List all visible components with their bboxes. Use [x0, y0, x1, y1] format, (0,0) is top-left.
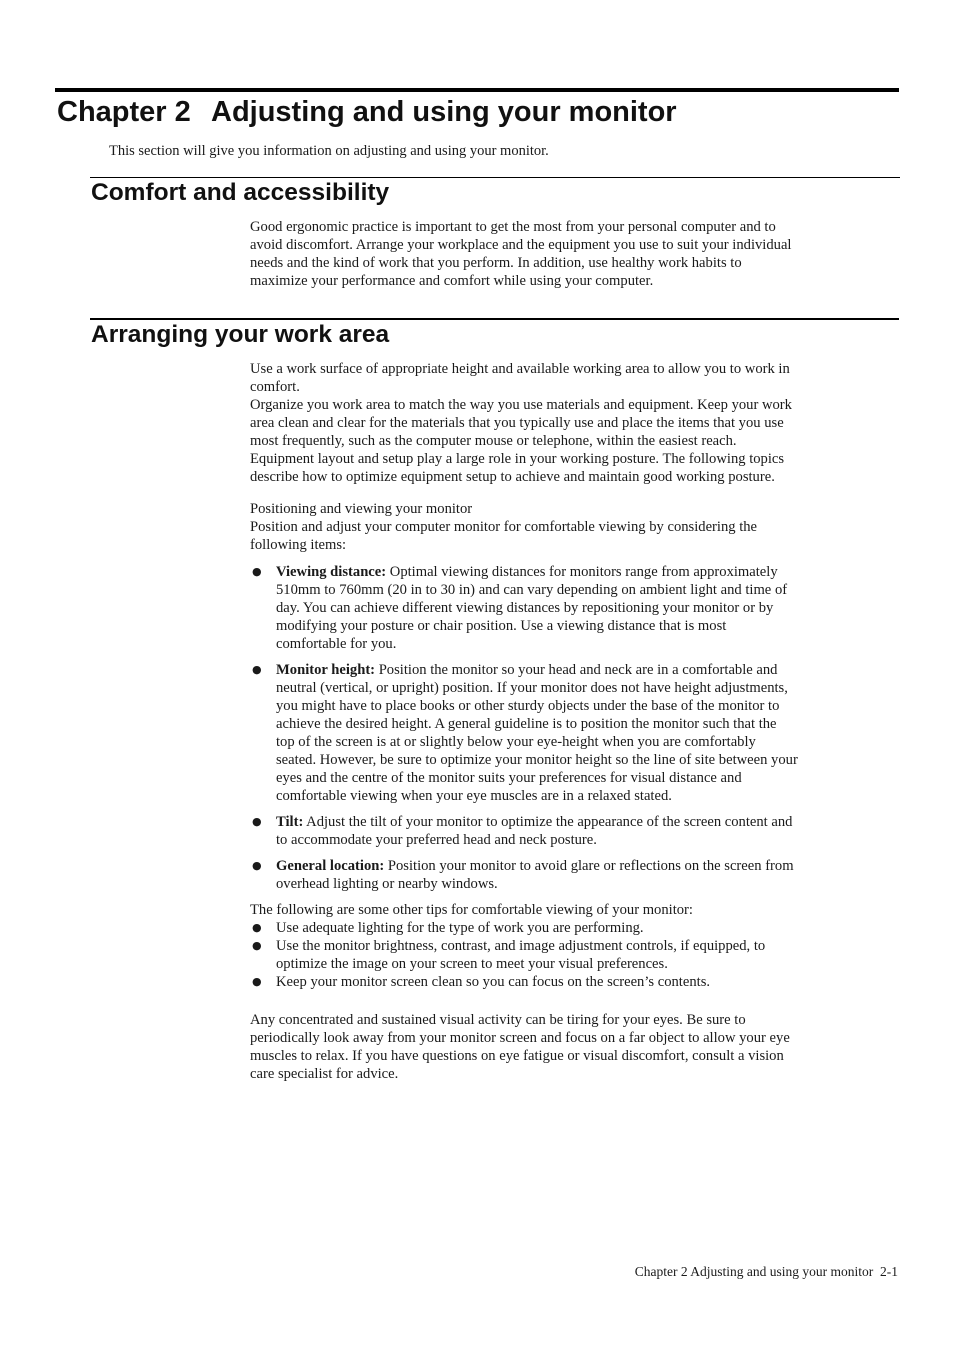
item-text: Position the monitor so your head and neck are in a comfortable and neutral (vertical, or upright) position. If your monitor does not have height adjustments, you might have to place books or other sturdy objects under the base of the monitor to achieve the desired height. A general guideline is to position the monitor such that the top of the screen is at or slightly below your eye-height when you are comfortably seated. However, be sure to optimize your monitor height so the line of site between your eyes and the centre of the monitor suits your preferences for visual distance and comfortable viewing when your eye muscles are in a relaxed stated. [276, 662, 798, 804]
work-area-body [250, 360, 798, 1083]
section-heading-work-area: Arranging your work area [91, 321, 390, 348]
chapter-rule [55, 88, 899, 92]
item-text: Optimal viewing distances for monitors range from approximately 510mm to 760mm (20 in to 30 in) and can vary depending on ambient light and time of day. You can achieve different viewing distances by repositioning your monitor or by modifying your posture or chair position. Use a viewing distance that is most comfortable for you. [276, 564, 788, 652]
chapter-intro: This section will give you information on adjusting and using your monitor. [109, 143, 549, 159]
monitor-considerations-list [250, 563, 798, 893]
list-item: ● Keep your monitor screen clean so you can focus on the screen’s contents. [250, 973, 798, 991]
work-area-paragraph-3: Equipment layout and setup play a large role in your working posture. The following topics describe how to optimize equipment setup to achieve and maintain good working posture. [250, 451, 785, 485]
section-rule-work-area [90, 318, 899, 320]
list-item [250, 563, 798, 653]
section-rule-comfort [90, 177, 900, 178]
monitor-intro-paragraph: Position and adjust your computer monitor for comfortable viewing by considering the following items: [250, 519, 758, 553]
chapter-title-text: Adjusting and using your monitor [211, 96, 677, 128]
work-area-paragraph-1: Use a work surface of appropriate height and available working area to allow you to work in comfort. [250, 361, 790, 395]
tips-list [250, 919, 798, 991]
list-item: ● Use adequate lighting for the type of work you are performing. [250, 919, 798, 937]
item-text: Position your monitor to avoid glare or reflections on the screen from overhead lighting or nearby windows. [276, 858, 794, 892]
item-label: General location: [276, 858, 385, 874]
list-item [250, 813, 798, 849]
closing-paragraph: Any concentrated and sustained visual activity can be tiring for your eyes. Be sure to periodically look away from your monitor screen and focus on a far object to allow your eye muscles to relax. If you have questions on eye fatigue or visual discomfort, consult a vision care specialist for advice. [250, 1012, 790, 1082]
monitor-subheading: Positioning and viewing your monitor [250, 501, 473, 517]
tips-intro: The following are some other tips for comfortable viewing of your monitor: [250, 902, 693, 918]
item-label: Tilt: [276, 814, 304, 830]
comfort-body [250, 218, 798, 290]
comfort-paragraph: Good ergonomic practice is important to get the most from your personal computer and to avoid discomfort. Arrange your workplace and the equipment you use to suit your individual needs and the kind of work that you perform. In addition, use healthy work habits to maximize your performance and comfort while using your computer. [250, 219, 792, 289]
chapter-title [57, 96, 677, 129]
footer-text: Chapter 2 Adjusting and using your monitor [634, 1264, 874, 1279]
item-label: Monitor height: [276, 662, 376, 678]
list-item [250, 857, 798, 893]
page-footer [635, 1264, 898, 1280]
list-item [250, 661, 798, 805]
list-item: ● Use the monitor brightness, contrast, and image adjustment controls, if equipped, to optimize the image on your screen to meet your visual preferences. [250, 937, 798, 973]
page-number: 2-1 [880, 1264, 898, 1279]
chapter-number: Chapter 2 [57, 96, 191, 128]
section-heading-comfort: Comfort and accessibility [91, 179, 390, 206]
item-label: Viewing distance: [276, 564, 387, 580]
item-text: Adjust the tilt of your monitor to optimize the appearance of the screen content and to accommodate your preferred head and neck posture. [276, 814, 793, 848]
work-area-paragraph-2: Organize you work area to match the way you use materials and equipment. Keep your work area clean and clear for the materials that you typically use and place the items that you use most frequently, such as the computer mouse or telephone, within the easiest reach. [250, 397, 792, 449]
